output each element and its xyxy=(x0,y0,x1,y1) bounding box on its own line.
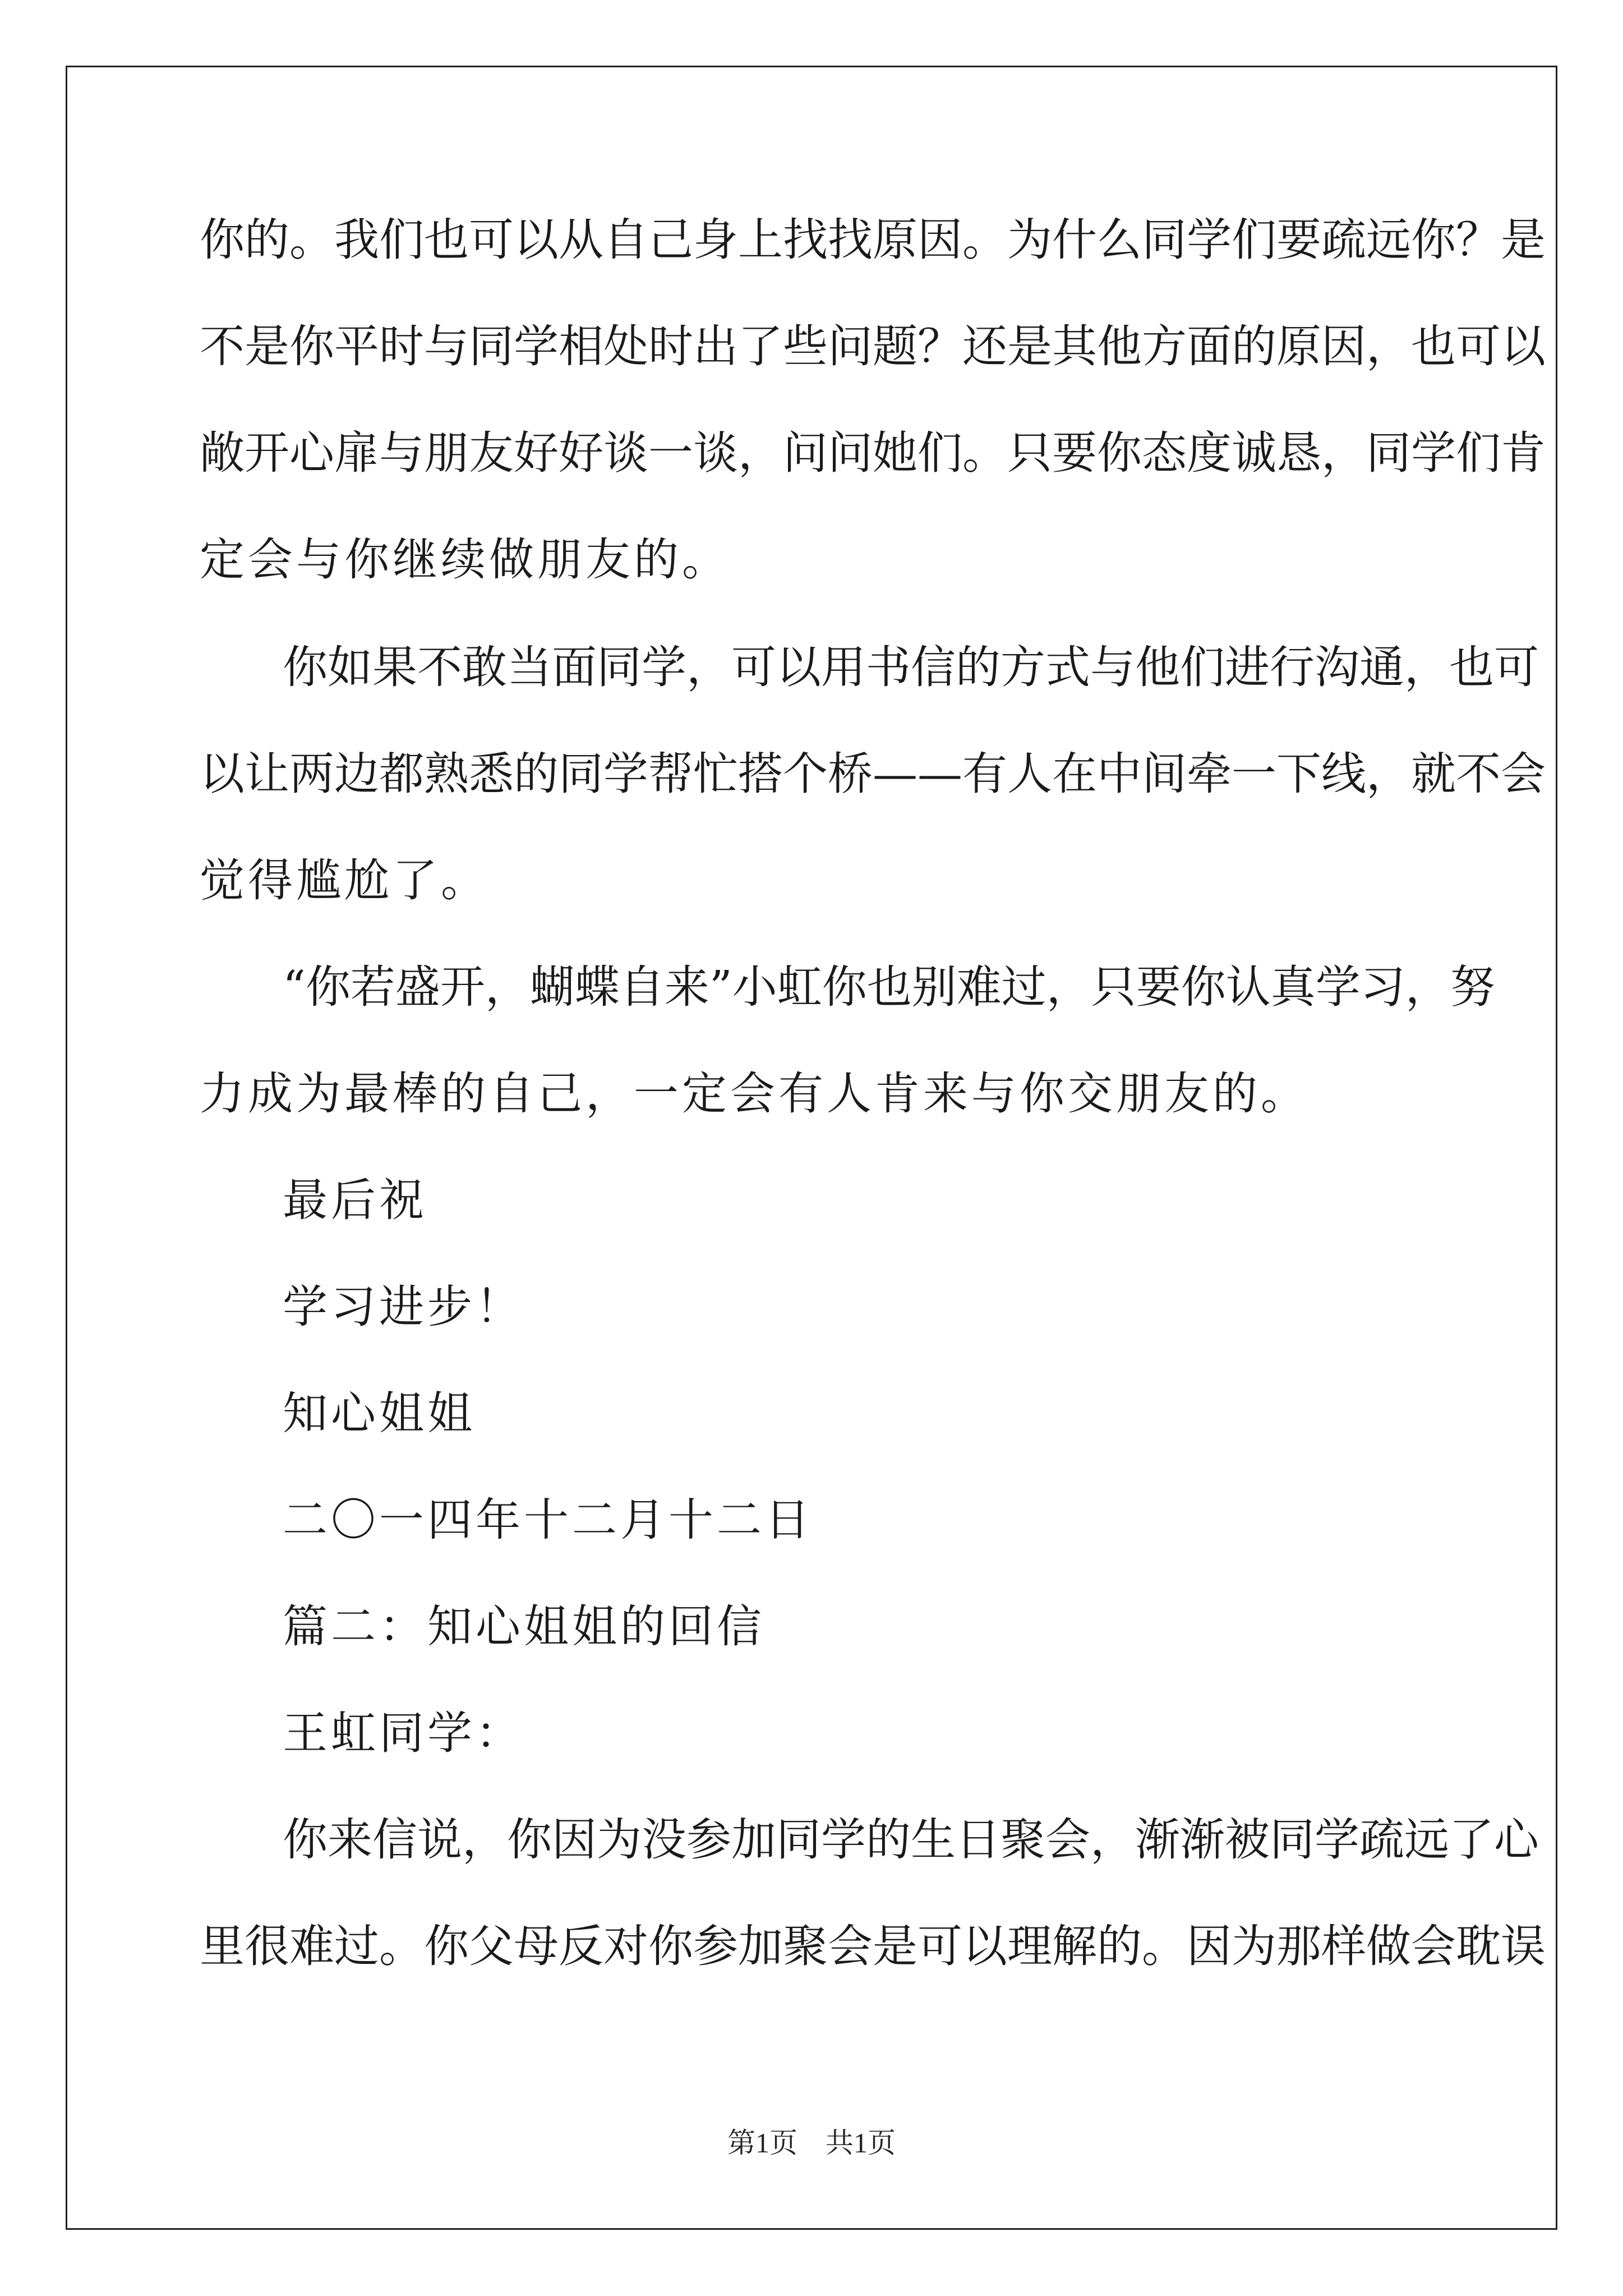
closing-wish: 学习进步！ xyxy=(283,1281,524,1333)
text-line: “你若盛开，蝴蝶自来”小虹你也别难过，只要你认真学习，努 xyxy=(283,961,1495,1013)
page-frame xyxy=(66,66,1557,2230)
text-line: 敞开心扉与朋友好好谈一谈，问问她们。只要你态度诚恳，同学们肯 xyxy=(200,427,1546,479)
signature: 知心姐姐 xyxy=(283,1387,476,1439)
page-footer: 第1页 共1页 xyxy=(727,2127,896,2159)
closing-salutation: 最后祝 xyxy=(283,1174,427,1226)
text-line: 觉得尴尬了。 xyxy=(200,854,489,907)
text-line: 你的。我们也可以从自己身上找找原因。为什么同学们要疏远你？是 xyxy=(200,214,1546,266)
letter-date: 二〇一四年十二月十二日 xyxy=(283,1494,813,1546)
letter-greeting: 王虹同学： xyxy=(283,1707,524,1759)
text-line: 你来信说，你因为没参加同学的生日聚会，渐渐被同学疏远了心 xyxy=(283,1814,1539,1866)
text-line: 定会与你继续做朋友的。 xyxy=(200,533,730,586)
text-line: 你如果不敢当面同学，可以用书信的方式与他们进行沟通，也可 xyxy=(283,641,1539,693)
text-line: 以让两边都熟悉的同学帮忙搭个桥——有人在中间牵一下线，就不会 xyxy=(200,748,1546,800)
text-line: 力成为最棒的自己，一定会有人肯来与你交朋友的。 xyxy=(200,1068,1309,1120)
text-line: 里很难过。你父母反对你参加聚会是可以理解的。因为那样做会耽误 xyxy=(200,1920,1546,1972)
section-heading: 篇二：知心姐姐的回信 xyxy=(283,1600,765,1653)
text-line: 不是你平时与同学相处时出了些问题？还是其他方面的原因，也可以 xyxy=(200,320,1546,372)
